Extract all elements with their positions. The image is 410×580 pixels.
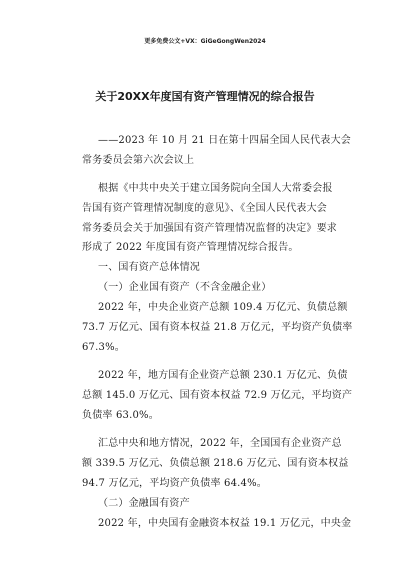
paragraph-line: 73.7 万亿元、国有资本权益 21.8 万亿元，平均资产负债率 (82, 322, 353, 333)
subtitle-line-2: 常务委员会第六次会议上 (82, 155, 195, 166)
section-heading-1: 一、国有资产总体情况 (98, 262, 200, 273)
paragraph-line: 常务委员会关于加强国有资产管理情况监督的决定》要求 (82, 223, 337, 234)
header-note: 更多免费公文+VX：GiGeGongWen2024 (144, 38, 266, 45)
paragraph-line: 94.7 万亿元，平均资产负债率 64.4%。 (82, 478, 267, 489)
subsection-heading-1: （一）企业国有资产（不含金融企业） (98, 282, 272, 293)
subtitle-line-1: ——2023 年 10 月 21 日在第十四届全国人民代表大会 (98, 135, 351, 146)
paragraph-line: 负债率 63.0%。 (82, 410, 159, 421)
paragraph-line: 汇总中央和地方情况，2022 年，全国国有企业资产总 (98, 438, 342, 449)
paragraph-line: 告国有资产管理情况制度的意见》、《全国人民代表大会 (82, 203, 327, 214)
paragraph-line: 根据《中共中央关于建立国务院向全国人大常委会报 (98, 183, 333, 194)
paragraph-line: 总额 145.0 万亿元、国有资本权益 72.9 万亿元，平均资产 (82, 390, 353, 401)
subsection-heading-2: （二）金融国有资产 (98, 498, 190, 509)
paragraph-line: 2022 年，中央国有金融资本权益 19.1 万亿元，中央金 (98, 518, 352, 529)
document-title: 关于20XX年度国有资产管理情况的综合报告 (95, 90, 315, 103)
paragraph-line: 额 339.5 万亿元、负债总额 218.6 万亿元、国有资本权益 (82, 458, 349, 469)
paragraph-line: 2022 年，中央企业资产总额 109.4 万亿元、负债总额 (98, 302, 348, 313)
paragraph-line: 2022 年，地方国有企业资产总额 230.1 万亿元、负债 (98, 370, 348, 381)
paragraph-line: 67.3%。 (82, 342, 125, 353)
paragraph-line: 形成了 2022 年度国有资产管理情况综合报告。 (82, 242, 299, 253)
